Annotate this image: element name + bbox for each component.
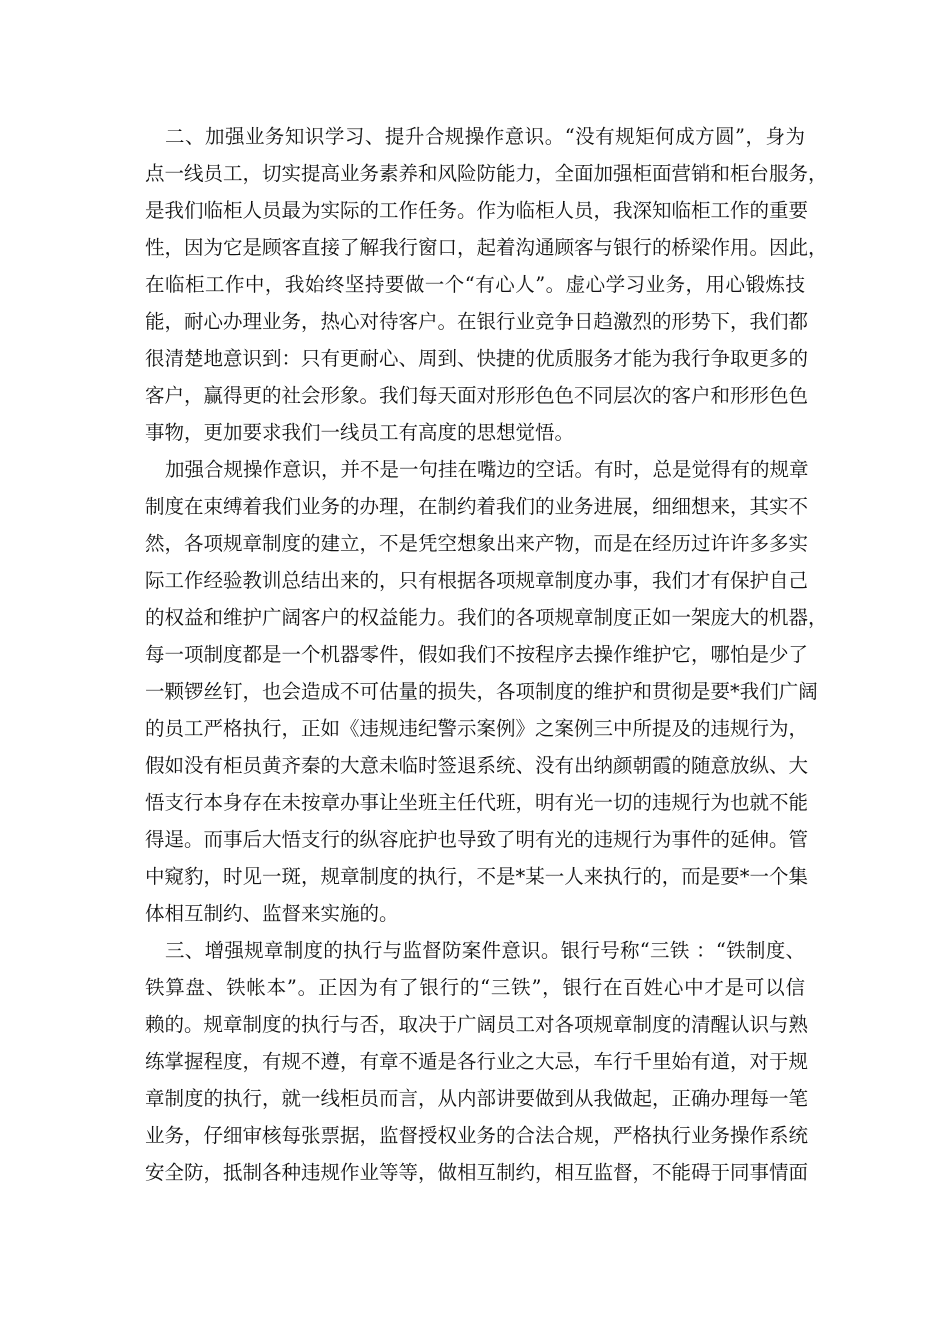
paragraph-1-line-1: 二、加强业务知识学习、提升合规操作意识。“没有规矩何成方圆”，身为: [165, 125, 805, 148]
paragraph-1-line-7: 很清楚地意识到：只有更耐心、周到、快捷的优质服务才能为我行争取更多的: [145, 347, 809, 370]
paragraph-2-line-13: 体相互制约、监督来实施的。: [145, 902, 399, 925]
paragraph-3-line-6: 业务，仔细审核每张票据，监督授权业务的合法合规，严格执行业务操作系统: [145, 1124, 809, 1147]
paragraph-1-line-5: 在临柜工作中，我始终坚持要做一个“有心人”。虚心学习业务，用心锻炼技: [145, 273, 805, 296]
paragraph-2-line-9: 假如没有柜员黄齐秦的大意未临时签退系统、没有出纳颜朝霞的随意放纵、大: [145, 754, 809, 777]
paragraph-2-line-1: 加强合规操作意识，并不是一句挂在嘴边的空话。有时，总是觉得有的规章: [165, 458, 809, 481]
paragraph-2-line-2: 制度在束缚着我们业务的办理，在制约着我们的业务进展，细细想来，其实不: [145, 495, 809, 518]
paragraph-2-line-11: 得逞。而事后大悟支行的纵容庇护也导致了明有光的违规行为事件的延伸。管: [145, 828, 809, 851]
paragraph-2-line-12: 中窥豹，时见一斑，规章制度的执行，不是*某一人来执行的，而是要*一个集: [145, 865, 809, 888]
paragraph-3-line-1: 三、增强规章制度的执行与监督防案件意识。银行号称“三铁 ：“铁制度、: [165, 939, 805, 962]
paragraph-2-line-4: 际工作经验教训总结出来的，只有根据各项规章制度办事，我们才有保护自己: [145, 569, 809, 592]
paragraph-2-line-7: 一颗锣丝钉，也会造成不可估量的损失，各项制度的维护和贯彻是要*我们广阔: [145, 680, 818, 703]
paragraph-2-line-8: 的员工严格执行，正如《违规违纪警示案例》之案例三中所提及的违规行为，: [145, 717, 809, 740]
paragraph-1-line-9: 事物，更加要求我们一线员工有高度的思想觉悟。: [145, 421, 575, 444]
paragraph-3-line-5: 章制度的执行，就一线柜员而言，从内部讲要做到从我做起，正确办理每一笔: [145, 1087, 809, 1110]
paragraph-1-line-4: 性，因为它是顾客直接了解我行窗口，起着沟通顾客与银行的桥梁作用。因此，: [145, 236, 828, 259]
paragraph-3-line-7: 安全防，抵制各种违规作业等等，做相互制约，相互监督，不能碍于同事情面: [145, 1161, 809, 1184]
paragraph-2-line-5: 的权益和维护广阔客户的权益能力。我们的各项规章制度正如一架庞大的机器，: [145, 606, 828, 629]
paragraph-2-line-3: 然，各项规章制度的建立，不是凭空想象出来产物，而是在经历过许许多多实: [145, 532, 809, 555]
paragraph-2-line-6: 每一项制度都是一个机器零件，假如我们不按程序去操作维护它，哪怕是少了: [145, 643, 809, 666]
paragraph-1-line-3: 是我们临柜人员最为实际的工作任务。作为临柜人员，我深知临柜工作的重要: [145, 199, 809, 222]
document-body: [145, 118, 828, 1191]
paragraph-1-line-2: 点一线员工，切实提高业务素养和风险防能力，全面加强柜面营销和柜台服务，: [145, 162, 828, 185]
paragraph-2-line-10: 悟支行本身存在未按章办事让坐班主任代班，明有光一切的违规行为也就不能: [145, 791, 809, 814]
paragraph-3-line-4: 练掌握程度，有规不遵，有章不遁是各行业之大忌，车行千里始有道，对于规: [145, 1050, 809, 1073]
paragraph-3-line-3: 赖的。规章制度的执行与否，取决于广阔员工对各项规章制度的清醒认识与熟: [145, 1013, 809, 1036]
paragraph-1-line-6: 能，耐心办理业务，热心对待客户。在银行业竞争日趋激烈的形势下，我们都: [145, 310, 809, 333]
paragraph-3-line-2: 铁算盘、铁帐本”。正因为有了银行的“三铁”，银行在百姓心中才是可以信: [145, 976, 805, 999]
paragraph-1-line-8: 客户，赢得更的社会形象。我们每天面对形形色色不同层次的客户和形形色色: [145, 384, 809, 407]
